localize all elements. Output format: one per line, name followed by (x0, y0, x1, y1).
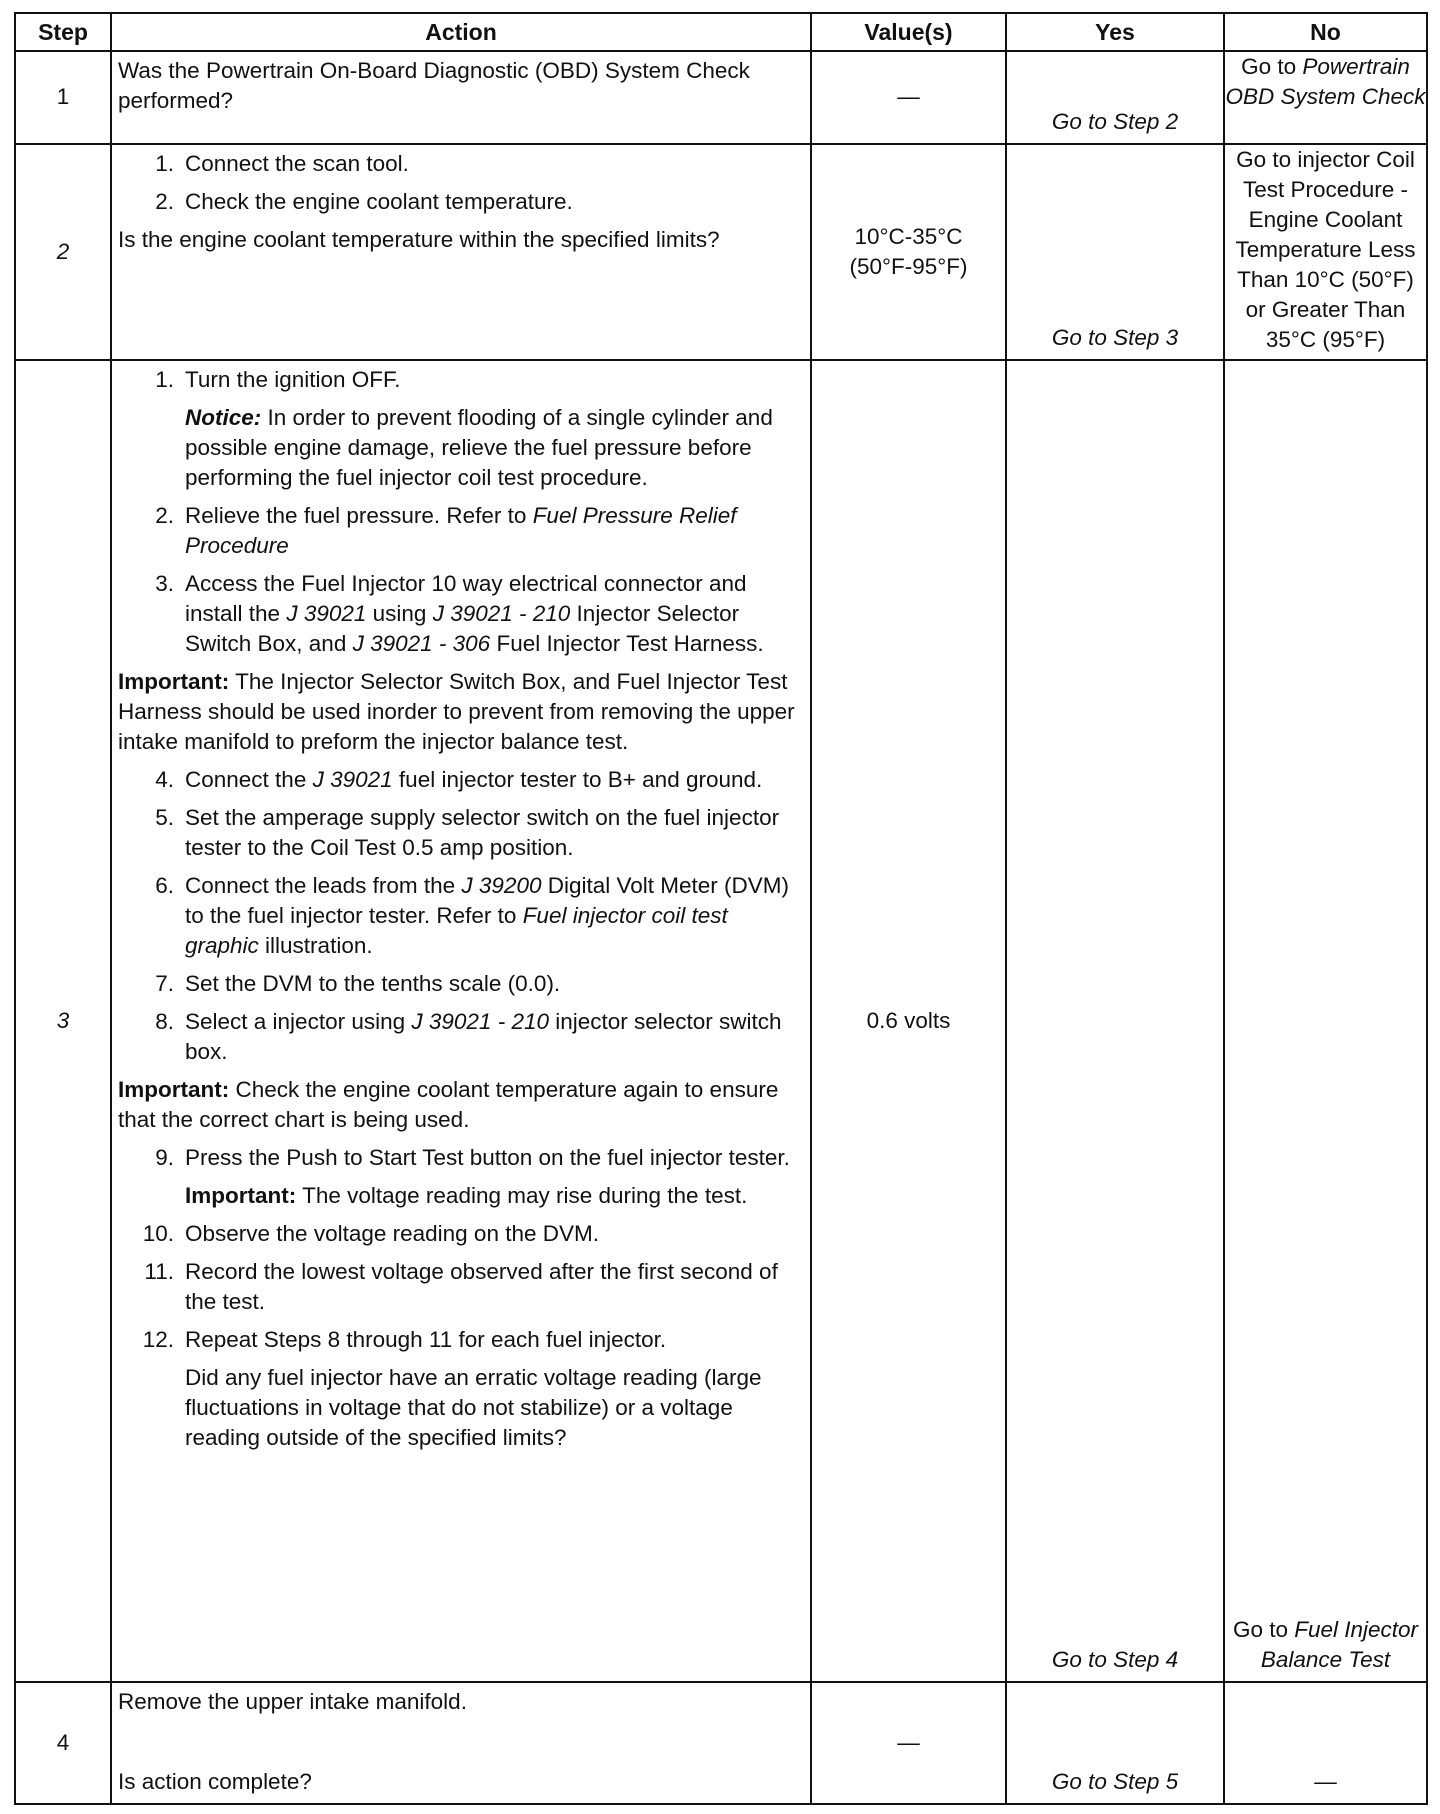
action-question: Was the Powertrain On-Board Diagnostic (OBD) System Check performed? (118, 58, 750, 113)
action-cell (111, 51, 811, 144)
value-cell (811, 144, 1006, 360)
list-item: 2. Check the engine coolant temperature. (155, 188, 573, 214)
action-cell (111, 144, 811, 360)
list-item: 3. Access the Fuel Injector 10 way electrical connector and install the J 39021 using J 39021 - 210 Injector Selector Switch Box, and J 39021 - 306 Fuel Injector Test Harness. (155, 570, 764, 656)
list-item: 11. Record the lowest voltage observed after the first second of the test. (144, 1258, 778, 1314)
list-item: 9. Press the Push to Start Test button on the fuel injector tester. (155, 1144, 790, 1170)
list-item: 1. Connect the scan tool. (155, 150, 409, 176)
list-item: 6. Connect the leads from the J 39200 Digital Volt Meter (DVM) to the fuel injector tester. Refer to Fuel injector coil test graphic illustration. (155, 872, 790, 958)
no-prefix: Go to (1232, 1616, 1295, 1642)
notice: Notice: In order to prevent flooding of a single cylinder and possible engine damage, relieve the fuel pressure before performing the fuel injector coil test procedure. (185, 404, 773, 490)
list-item: 2. Relieve the fuel pressure. Refer to Fuel Pressure Relief Procedure (155, 502, 737, 558)
no-cell (1224, 51, 1427, 144)
no-cell: — (1224, 1682, 1427, 1804)
step-number: 3 (15, 360, 111, 1682)
action-question: Is the engine coolant temperature within the specified limits? (118, 226, 720, 252)
step-row-2 (15, 144, 1427, 360)
no-cell (1224, 360, 1427, 1682)
step-row-1 (15, 51, 1427, 144)
header-yes: Yes (1006, 13, 1224, 51)
no-link: Fuel Injector Balance Test (1260, 1616, 1419, 1672)
list-item: 8. Select a injector using J 39021 - 210 injector selector switch box. (155, 1008, 782, 1064)
yes-cell: Go to Step 2 (1006, 51, 1224, 144)
action-text: Remove the upper intake manifold. (118, 1688, 467, 1714)
important-note: Important: The voltage reading may rise during the test. (185, 1182, 748, 1208)
step-number: 1 (15, 51, 111, 144)
list-item: 12. Repeat Steps 8 through 11 for each fuel injector. (142, 1326, 667, 1352)
step-number: 4 (15, 1682, 111, 1804)
list-item: 4. Connect the J 39021 fuel injector tester to B+ and ground. (155, 766, 763, 792)
action-cell (111, 1682, 811, 1804)
value-fahrenheit: (50°F-95°F) (849, 253, 968, 279)
action-question: Did any fuel injector have an erratic voltage reading (large fluctuations in voltage that do not stabilize) or a voltage reading outside of the specified limits? (185, 1364, 762, 1450)
header-no: No (1224, 13, 1427, 51)
yes-cell: Go to Step 3 (1006, 144, 1224, 360)
value-cell: — (811, 51, 1006, 144)
list-item: 10. Observe the voltage reading on the DVM. (142, 1220, 599, 1246)
diagnostic-table (14, 12, 1428, 1805)
yes-cell: Go to Step 4 (1006, 360, 1224, 1682)
list-item: 7. Set the DVM to the tenths scale (0.0). (155, 970, 561, 996)
value-cell: — (811, 1682, 1006, 1804)
action-question: Is action complete? (118, 1769, 312, 1794)
important-note: Important: Check the engine coolant temperature again to ensure that the correct chart is being used. (118, 1076, 779, 1132)
value-cell: 0.6 volts (811, 360, 1006, 1682)
header-action: Action (111, 13, 811, 51)
header-values: Value(s) (811, 13, 1006, 51)
important-note: Important: The Injector Selector Switch Box, and Fuel Injector Test Harness should be used inorder to prevent from removing the upper intake manifold to preform the injector balance test. (118, 668, 795, 754)
no-link: Powertrain OBD System Check (1225, 54, 1426, 109)
step-row-3 (15, 360, 1427, 1682)
step-row-4 (15, 1682, 1427, 1804)
no-cell: Go to injector Coil Test Procedure -Engine Coolant Temperature Less Than 10°C (50°F) or Greater Than 35°C (95°F) (1224, 144, 1427, 360)
step-number: 2 (15, 144, 111, 360)
list-item: 5. Set the amperage supply selector switch on the fuel injector tester to the Coil Test 0.5 amp position. (155, 804, 780, 860)
action-cell (111, 360, 811, 1682)
no-prefix: Go to (1241, 54, 1303, 79)
yes-cell: Go to Step 5 (1006, 1682, 1224, 1804)
value-celsius: 10°C-35°C (854, 223, 963, 249)
header-row (15, 13, 1427, 51)
header-step: Step (15, 13, 111, 51)
list-item: 1. Turn the ignition OFF. (155, 366, 401, 392)
